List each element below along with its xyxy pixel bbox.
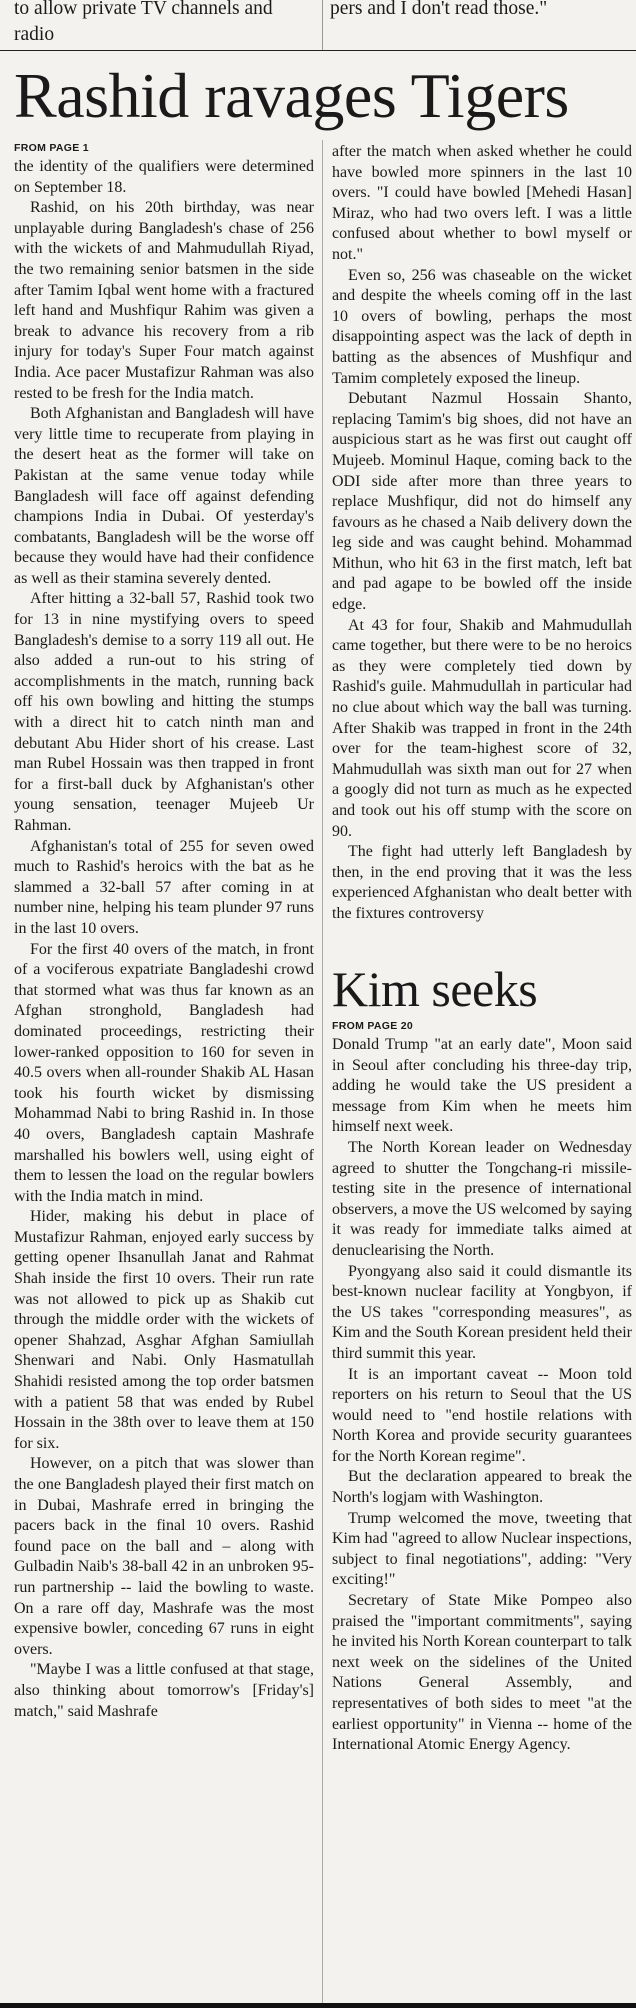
paragraph: But the declaration appeared to break the North's logjam with Washington. [332, 1468, 632, 1507]
second-headline: Kim seeks [332, 961, 538, 1017]
paragraph: Even so, 256 was chaseable on the wicket and despite the wheels coming off in the last 10 overs of bowling, perhaps the most disappointing aspect was the lack of depth in batting as the absences of Mushfiqur and Tamim completely exposed the lineup. [332, 266, 632, 387]
paragraph: Donald Trump "at an early date", Moon said in Seoul after concluding his three-day trip, adding he would take the US president a message from Kim when he meets him himself next week. [332, 1036, 632, 1136]
second-story-column [332, 1020, 632, 1756]
paragraph: Secretary of State Mike Pompeo also praised the "important commitments", saying he invited his North Korean counterpart to talk next week on the sidelines of the United Nations General Assembly, and representatives of both sides to meet "at the earliest opportunity" in Vienna -- home of the International Atomic Energy Agency. [332, 1592, 632, 1754]
previous-story-fragment-left [14, 0, 314, 46]
main-story-column-1 [14, 142, 314, 1722]
continuation-kicker: FROM PAGE 1 [14, 142, 89, 154]
paragraph: Trump welcomed the move, tweeting that Kim had "agreed to allow Nuclear inspections, subject to final negotiations", adding: "Very exciting!" [332, 1509, 632, 1589]
paragraph: At 43 for four, Shakib and Mahmudullah came together, but there were to be no heroics as they were completely tied down by Rashid's guile. Mahmudullah in particular had no clue about which way the ball was turning. After Shakib was trapped in front in the 24th over for the team-highest score of 32, Mahmudullah was sixth man out for 27 when a googly did not turn as much as he expected and took out his off stump with the score on 90. [332, 616, 632, 840]
paragraph: Both Afghanistan and Bangladesh will have very little time to recuperate from playing in the desert heat as the former will take on Pakistan at the same venue today while Bangladesh will face off against defending champions India in Dubai. Of yesterday's combatants, Bangladesh will be the worse off because they would have had their confidence as well as their stamina severely dented. [14, 405, 314, 587]
paragraph: For the first 40 overs of the match, in front of a vociferous expatriate Bangladeshi crowd that stormed what was thus far known as an Afghan stronghold, Bangladesh had dominated proceedings, restricting their lower-ranked opposition to 160 for seven in 40.5 overs when all-rounder Shakib AL Hasan took his fourth wicket by dismissing Mohammad Nabi to bring Rashid in. In those 40 overs, Bangladesh captain Mashrafe marshalled his bowlers well, using eight of them to lessen the load on the regular bowlers with the India match in mind. [14, 940, 314, 1205]
paragraph: However, on a pitch that was slower than the one Bangladesh played their first match on in Dubai, Mashrafe erred in bringing the pacers back in the final 10 overs. Rashid found pace on the ball and – along with Gulbadin Naib's 38-ball 42 in an unbroken 95-run partnership -- laid the bowling to waste. On a rare off day, Mashrafe was the most expensive bowler, conceding 67 runs in eight overs. [14, 1455, 314, 1658]
paragraph: Afghanistan's total of 255 for seven owed much to Rashid's heroics with the bat as he slammed a 32-ball 57 after coming in at number nine, helping his team plunder 97 runs in the last 10 overs. [14, 837, 314, 937]
paragraph: It is an important caveat -- Moon told reporters on his return to Seoul that the US would need to "end hostile relations with North Korea and provide security guarantees for the North Korean regime". [332, 1365, 632, 1465]
column-divider [322, 0, 323, 50]
paragraph: "Maybe I was a little confused at that stage, also thinking about tomorrow's [Friday's] match," said Mashrafe [14, 1661, 314, 1720]
main-story-column-2 [332, 142, 632, 925]
paragraph: after the match when asked whether he could have bowled more spinners in the last 10 overs. "I could have bowled [Mehedi Hasan] Miraz, who had two overs left. I was a little confused about whether to bowl myself or not." [332, 143, 632, 263]
previous-story-fragment-right [330, 0, 630, 46]
continuation-kicker: FROM PAGE 20 [332, 1020, 414, 1032]
paragraph: The fight had utterly left Bangladesh by then, in the end proving that it was the less experienced Afghanistan who dealt better with the fixtures controversy [332, 843, 632, 922]
main-headline: Rashid ravages Tigers [14, 60, 569, 131]
paragraph: The North Korean leader on Wednesday agreed to shutter the Tongchang-ri missile-testing site in the presence of international observers, a move the US welcomed by saying it was ready for immediate talks aimed at denuclearising the North. [332, 1138, 632, 1259]
fragment-line: to allow private TV channels and radio [14, 0, 273, 45]
column-divider [322, 140, 323, 2004]
paragraph: After hitting a 32-ball 57, Rashid took two for 13 in nine mystifying overs to speed Bangladesh's demise to a sorry 119 all out. He also added a run-out to his string of accomplishments in the match, running back off his own bowling and hitting the stumps with a direct hit to catch ninth man and debutant Abu Hider short of his crease. Last man Rubel Hossain was then trapped in front for a first-ball duck by Afghanistan's other young sensation, teenager Mujeeb Ur Rahman. [14, 590, 314, 834]
fragment-line: pers and I don't read those." [330, 0, 548, 19]
paragraph: Rashid, on his 20th birthday, was near unplayable during Bangladesh's chase of 256 with the wickets of and Mahmudullah Riyad, the two remaining senior batsmen in the side after Tamim Iqbal went home with a fractured left hand and Mushfiqur Rahim was given a break to advance his recovery from a rib injury for today's Super Four match against India. Ace pacer Mustafizur Rahman was also rested to be fresh for the India match. [14, 199, 314, 402]
page-bottom-bar [0, 2003, 636, 2008]
paragraph: Pyongyang also said it could dismantle its best-known nuclear facility at Yongbyon, if the US takes "corresponding measures", as Kim and the South Korean president held their third summit this year. [332, 1262, 632, 1362]
paragraph: the identity of the qualifiers were determined on September 18. [14, 158, 314, 196]
section-rule [0, 50, 636, 51]
paragraph: Debutant Nazmul Hossain Shanto, replacing Tamim's big shoes, did not have an auspicious start as he was first out caught off Mujeeb. Mominul Haque, coming back to the ODI side after more than three years to replace Mushfiqur, did not do himself any favours as he chased a Naib delivery down the leg side and was caught behind. Mohammad Mithun, who hit 63 in the first match, left bat and pad agape to be bowled off the inside edge. [332, 390, 632, 614]
paragraph: Hider, making his debut in place of Mustafizur Rahman, enjoyed early success by getting opener Ihsanullah Janat and Rahmat Shah inside the first 10 overs. Their run rate was not allowed to pick up as Shakib cut through the middle order with the wickets of opener Shahzad, Asghar Afghan Samiullah Shenwari and Nabi. Only Hasmatullah Shahidi resisted among the top order batsmen with a patient 58 that was ended by Rubel Hossain in the 38th over to leave them at 150 for six. [14, 1208, 314, 1452]
